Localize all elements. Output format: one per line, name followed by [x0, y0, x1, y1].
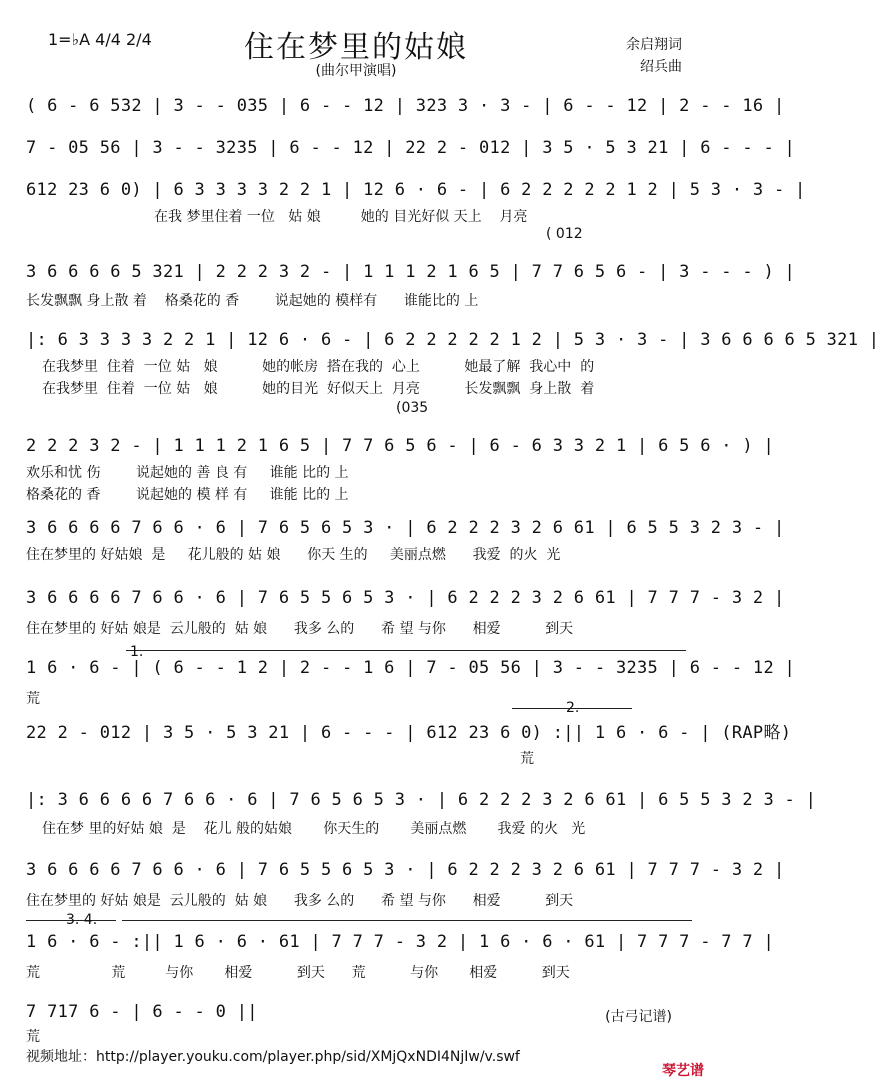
score-row	[26, 330, 879, 416]
notation-line: 7 - 05 56 | 3 - - 3235 | 6 - - 12 | 22 2 - 012 | 3 5 · 5 3 21 | 6 - - - |	[26, 138, 796, 158]
notation-line: ( 6 - 6 532 | 3 - - 035 | 6 - - 12 | 323 3 · 3 - | 6 - - 12 | 2 - - 16 |	[26, 96, 785, 116]
score-row	[26, 518, 785, 563]
lyric-line: 荒	[26, 1029, 40, 1045]
volta-bracket	[126, 650, 686, 651]
volta-label: 2.	[566, 700, 580, 716]
notation-line: 3 6 6 6 6 7 6 6 · 6 | 7 6 5 5 6 5 3 · | 6 2 2 2 3 2 6 61 | 7 7 7 - 3 2 |	[26, 588, 785, 608]
song-title: 住在梦里的姑娘	[244, 30, 468, 65]
performer: (曲尔甲演唱)	[315, 63, 397, 79]
video-url: 视频地址：http://player.youku.com/player.php/sid/XMjQxNDI4NjIw/v.swf	[26, 1049, 520, 1065]
notation-line: |: 6 3 3 3 3 2 2 1 | 12 6 · 6 - | 6 2 2 2 2 2 1 2 | 5 3 · 3 - | 3 6 6 6 6 5 321 |	[26, 330, 879, 350]
score-row	[26, 436, 774, 503]
lyric-line: 住在梦里的 好姑娘 是 花儿般的 姑 娘 你天 生的 美丽点燃 我爱 的火 光	[26, 547, 561, 563]
score-row	[26, 912, 774, 981]
notation-line: 22 2 - 012 | 3 5 · 5 3 21 | 6 - - - | 612 23 6 0) :|| 1 6 · 6 - | (RAP略)	[26, 723, 792, 743]
score-row	[26, 790, 817, 837]
lyric-line: 住在梦里的 好姑 娘是 云儿般的 姑 娘 我多 么的 希 望 与你 相爱 到天	[26, 893, 574, 909]
score-row	[26, 700, 792, 767]
notation-line: 3 6 6 6 6 7 6 6 · 6 | 7 6 5 6 5 3 · | 6 2 2 2 3 2 6 61 | 6 5 5 3 2 3 - |	[26, 518, 785, 538]
notation-line: |: 3 6 6 6 6 7 6 6 · 6 | 7 6 5 6 5 3 · | 6 2 2 2 3 2 6 61 | 6 5 5 3 2 3 - |	[26, 790, 817, 810]
notation-line: 3 6 6 6 6 5 321 | 2 2 2 3 2 - | 1 1 1 2 1 6 5 | 7 7 6 5 6 - | 3 - - - ) |	[26, 262, 796, 282]
lyric-line: 住在梦里的 好姑 娘是 云儿般的 姑 娘 我多 么的 希 望 与你 相爱 到天	[26, 621, 574, 637]
site-logo: 琴艺谱	[662, 1063, 704, 1079]
notation-line: 612 23 6 0) | 6 3 3 3 3 2 2 1 | 12 6 · 6 - | 6 2 2 2 2 2 1 2 | 5 3 · 3 - |	[26, 180, 806, 200]
lyric-line: 荒 荒 与你 相爱 到天 荒 与你 相爱 到天	[26, 965, 570, 981]
lyric-line: 在我梦里 住着 一位 姑 娘 她的目光 好似天上 月亮 长发飘飘 身上散 着	[42, 381, 595, 397]
notation-line: 7 717 6 - | 6 - - 0 ||	[26, 1002, 258, 1022]
pickup-note: ( 012	[546, 226, 583, 242]
lyric-line: 在我 梦里住着 一位 姑 娘 她的 目光好似 天上 月亮	[154, 209, 528, 225]
lyricist: 余启翔词	[626, 37, 682, 53]
lyric-line: 格桑花的 香 说起她的 模 样 有 谁能 比的 上	[26, 487, 349, 503]
score-row	[26, 860, 785, 909]
lyric-line: 欢乐和忧 伤 说起她的 善 良 有 谁能 比的 上	[26, 465, 349, 481]
score-row	[26, 262, 796, 309]
score-row	[26, 96, 785, 134]
volta-label: 1.	[130, 644, 144, 660]
lyric-line: 荒	[26, 691, 40, 707]
volta-bracket	[122, 920, 692, 921]
pickup-note: (035	[396, 400, 429, 416]
lyric-line: 长发飘飘 身上散 着 格桑花的 香 说起她的 模样有 谁能比的 上	[26, 293, 479, 309]
lyric-line: 荒	[520, 751, 534, 767]
score-row	[26, 644, 796, 707]
volta-label: 3. 4.	[66, 912, 98, 928]
score-row	[26, 588, 785, 637]
composer: 绍兵曲	[640, 59, 682, 75]
score-row	[26, 1002, 690, 1045]
transcriber-note: (古弓记谱)	[605, 1009, 672, 1025]
key-signature: 1=♭A 4/4 2/4	[48, 30, 152, 49]
score-row	[26, 180, 806, 242]
notation-line: 3 6 6 6 6 7 6 6 · 6 | 7 6 5 5 6 5 3 · | 6 2 2 2 3 2 6 61 | 7 7 7 - 3 2 |	[26, 860, 785, 880]
lyric-line: 在我梦里 住着 一位 姑 娘 她的帐房 搭在我的 心上 她最了解 我心中 的	[42, 359, 595, 375]
notation-line: 1 6 · 6 - | ( 6 - - 1 2 | 2 - - 1 6 | 7 - 05 56 | 3 - - 3235 | 6 - - 12 |	[26, 658, 796, 678]
notation-line: 2 2 2 3 2 - | 1 1 1 2 1 6 5 | 7 7 6 5 6 - | 6 - 6 3 3 2 1 | 6 5 6 · ) |	[26, 436, 774, 456]
lyric-line: 住在梦 里的好姑 娘 是 花儿 般的姑娘 你天生的 美丽点燃 我爱 的火 光	[42, 821, 586, 837]
score-row	[26, 138, 796, 176]
notation-line: 1 6 · 6 - :|| 1 6 · 6 · 61 | 7 7 7 - 3 2 | 1 6 · 6 · 61 | 7 7 7 - 7 7 |	[26, 932, 774, 952]
